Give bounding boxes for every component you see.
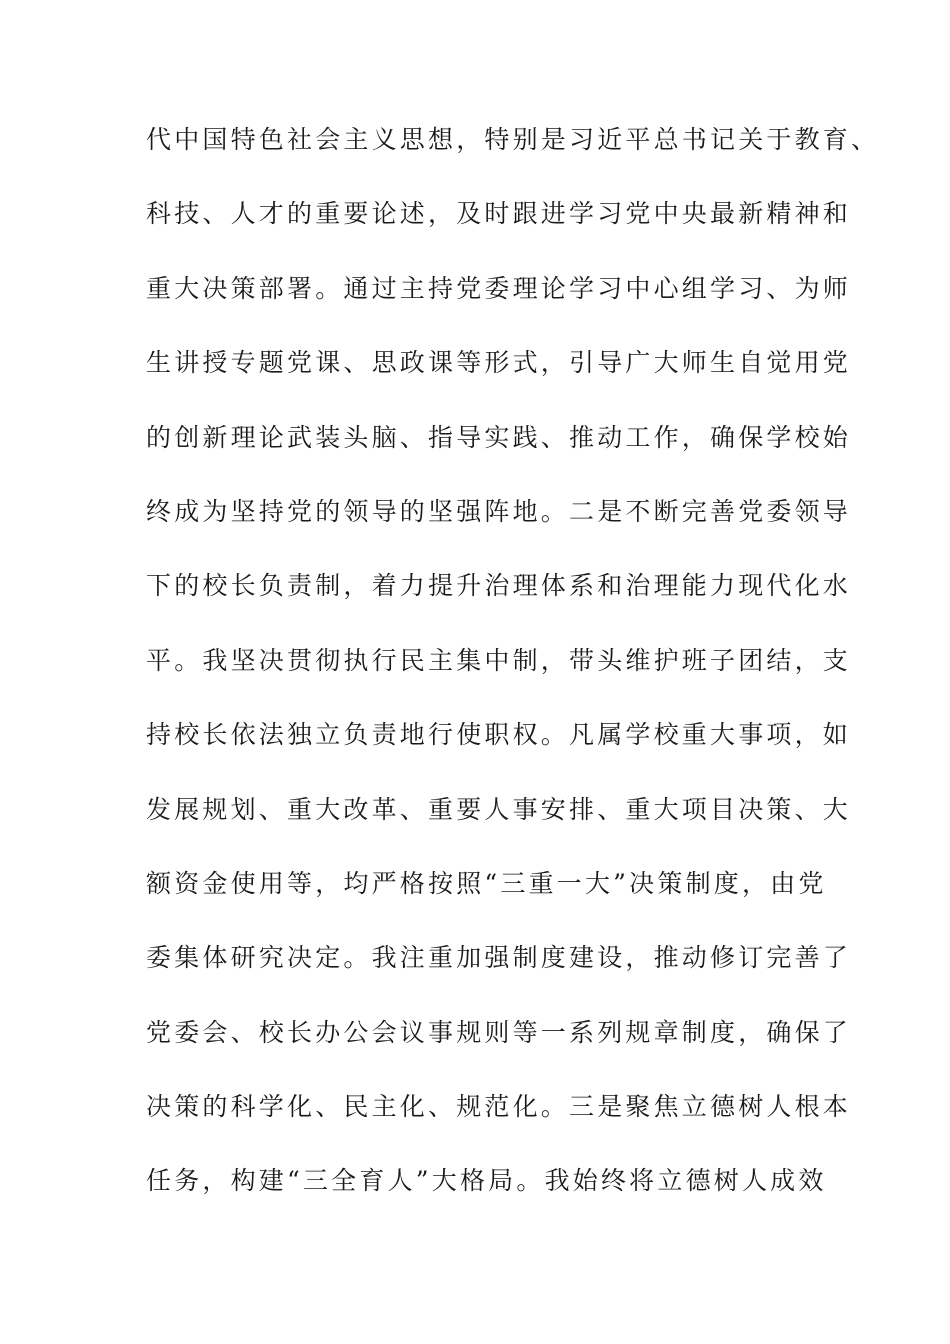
text-line: 生讲授专题党课、思政课等形式，引导广大师生自觉用党 [146, 348, 852, 378]
text-line: 党委会、校长办公会议事规则等一系列规章制度，确保了 [146, 1017, 852, 1047]
text-line: 额资金使用等，均严格按照“三重一大”决策制度，由党 [146, 868, 827, 898]
text-line: 委集体研究决定。我注重加强制度建设，推动修订完善了 [146, 943, 852, 973]
text-line: 终成为坚持党的领导的坚强阵地。二是不断完善党委领导 [146, 496, 852, 526]
text-line: 任务，构建“三全育人”大格局。我始终将立德树人成效 [146, 1166, 827, 1196]
text-line: 的创新理论武装头脑、指导实践、推动工作，确保学校始 [146, 422, 852, 452]
text-line: 代中国特色社会主义思想，特别是习近平总书记关于教育、 [146, 125, 880, 154]
text-line: 持校长依法独立负责地行使职权。凡属学校重大事项，如 [146, 720, 852, 750]
text-line: 决策的科学化、民主化、规范化。三是聚焦立德树人根本 [146, 1092, 852, 1122]
body-text [146, 114, 880, 1230]
text-line: 发展规划、重大改革、重要人事安排、重大项目决策、大 [146, 794, 852, 824]
text-line: 科技、人才的重要论述，及时跟进学习党中央最新精神和 [146, 199, 852, 229]
text-line: 重大决策部署。通过主持党委理论学习中心组学习、为师 [146, 273, 852, 303]
text-line: 下的校长负责制，着力提升治理体系和治理能力现代化水 [146, 571, 852, 601]
text-line: 平。我坚决贯彻执行民主集中制，带头维护班子团结，支 [146, 645, 852, 675]
